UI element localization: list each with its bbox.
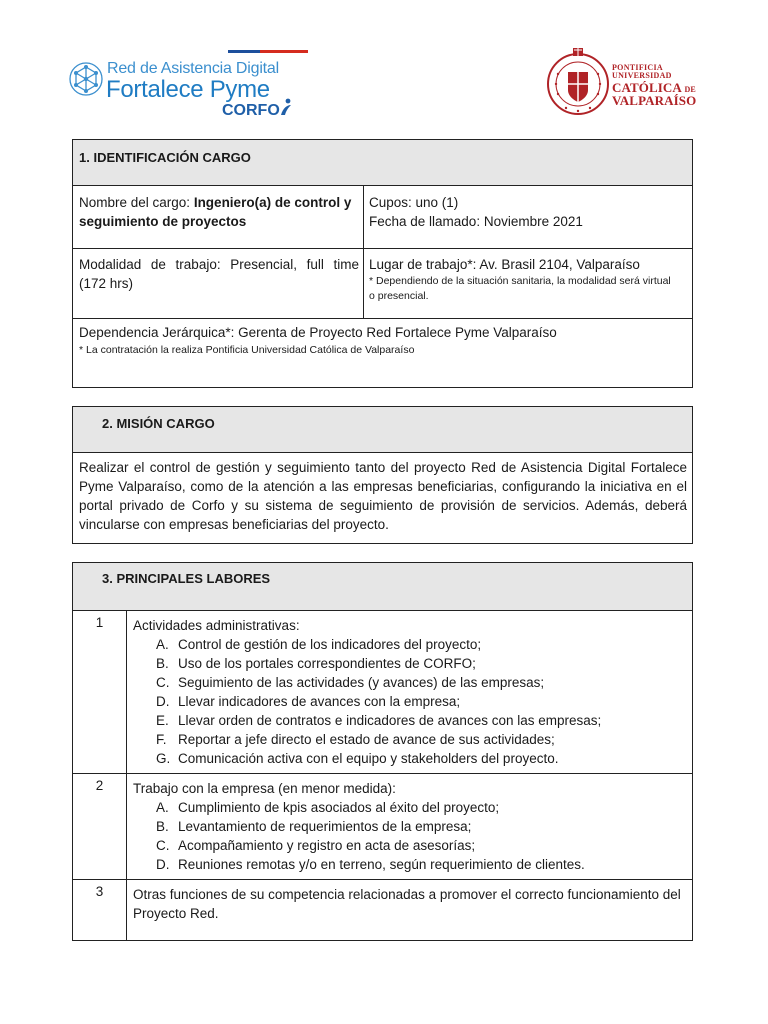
labor-row-2 [126,773,693,880]
list-item: D. Reuniones remotas y/o en terreno, según requerimiento de clientes. [156,857,585,872]
labor-row-1 [126,610,693,774]
labor-row-1-list [133,635,688,768]
chile-flag-bar [228,50,308,53]
lugar-cell [363,248,693,319]
pucv-logo [546,44,706,122]
cargo-value-line1: Ingeniero(a) de control y [193,195,352,210]
logo-line-red-asistencia: Red de Asistencia Digital [107,60,279,77]
list-item: D. Llevar indicadores de avances con la empresa; [156,694,461,709]
section2-title: 2. MISIÓN CARGO [102,416,215,431]
corfo-figure-icon [279,98,293,116]
fortalece-pyme-logo [68,50,308,125]
fecha-text: Fecha de llamado: Noviembre 2021 [369,214,583,229]
cupos-fecha-cell [363,185,693,249]
list-item: B. Levantamiento de requerimientos de la empresa; [156,819,472,834]
pucv-catolica: CATÓLICA [612,79,682,95]
network-globe-icon [68,61,104,97]
modalidad-cell [72,248,364,319]
section1-header [72,139,693,186]
section1-title: 1. IDENTIFICACIÓN CARGO [79,150,251,165]
labor-row-2-list [133,798,688,874]
list-item: E. Llevar orden de contratos e indicadores de avances con las empresas; [156,713,602,728]
list-item: B. Uso de los portales correspondientes de CORFO; [156,656,476,671]
cargo-label: Nombre del cargo: [79,195,194,210]
cargo-text [79,193,361,231]
pucv-de: DE [684,84,696,94]
labor-row-2-num: 2 [72,773,127,880]
labor-row-2-heading: Trabajo con la empresa (en menor medida): [133,781,396,796]
lugar-text: Lugar de trabajo*: Av. Brasil 2104, Valparaíso [369,257,640,272]
labor-row-3-num: 3 [72,879,127,941]
pucv-valparaiso: VALPARAÍSO [612,93,697,109]
pucv-seal-icon [546,44,610,120]
labor-row-1-num: 1 [72,610,127,774]
list-item: A. Control de gestión de los indicadores del proyecto; [156,637,482,652]
lugar-note: * Dependiendo de la situación sanitaria, la modalidad será virtual o presencial. [369,275,671,302]
modalidad-text: Modalidad de trabajo: Presencial, full time (172 hrs) [79,257,359,291]
labor-row-3-heading: Otras funciones de su competencia relacionadas a promover el correcto funcionamiento del Proyecto Red. [133,887,681,921]
list-item: G. Comunicación activa con el equipo y stakeholders del proyecto. [156,751,559,766]
section2-header [72,406,693,453]
section3-title: 3. PRINCIPALES LABORES [102,571,271,586]
cupos-text: Cupos: uno (1) [369,195,459,210]
dependencia-note: * La contratación la realiza Pontificia Universidad Católica de Valparaíso [79,344,415,356]
dependencia-text: Dependencia Jerárquica*: Gerenta de Proyecto Red Fortalece Pyme Valparaíso [79,325,557,340]
list-item: C. Acompañamiento y registro en acta de asesorías; [156,838,476,853]
pucv-universidad: UNIVERSIDAD [612,71,672,81]
labor-row-3 [126,879,693,941]
pucv-catolica-line [612,81,696,95]
dependencia-cell [72,318,693,388]
pucv-wordmark [612,64,696,108]
cargo-value-line2: seguimiento de proyectos [79,214,247,229]
pucv-pontificia: PONTIFICIA [612,63,664,72]
labor-row-1-heading: Actividades administrativas: [133,618,300,633]
list-item: A. Cumplimiento de kpis asociados al éxito del proyecto; [156,800,500,815]
mision-cell [72,452,693,544]
mision-text: Realizar el control de gestión y seguimiento tanto del proyecto Red de Asistencia Digital Fortalece Pyme Valparaíso, como de la atención a las empresas beneficiarias, configurando la iniciativa en el portal privado de Corfo y su sistema de seguimiento de provisión de servicios. Además, deberá vincularse con empresas beneficiarias del proyecto. [79,460,687,532]
section3-header [72,562,693,611]
cargo-cell [72,185,364,249]
list-item: F. Reportar a jefe directo el estado de avance de sus actividades; [156,732,555,747]
logo-line-fortalece-pyme: Fortalece Pyme [106,76,270,103]
logo-line-corfo: CORFO [222,102,280,119]
list-item: C. Seguimiento de las actividades (y avances) de las empresas; [156,675,545,690]
